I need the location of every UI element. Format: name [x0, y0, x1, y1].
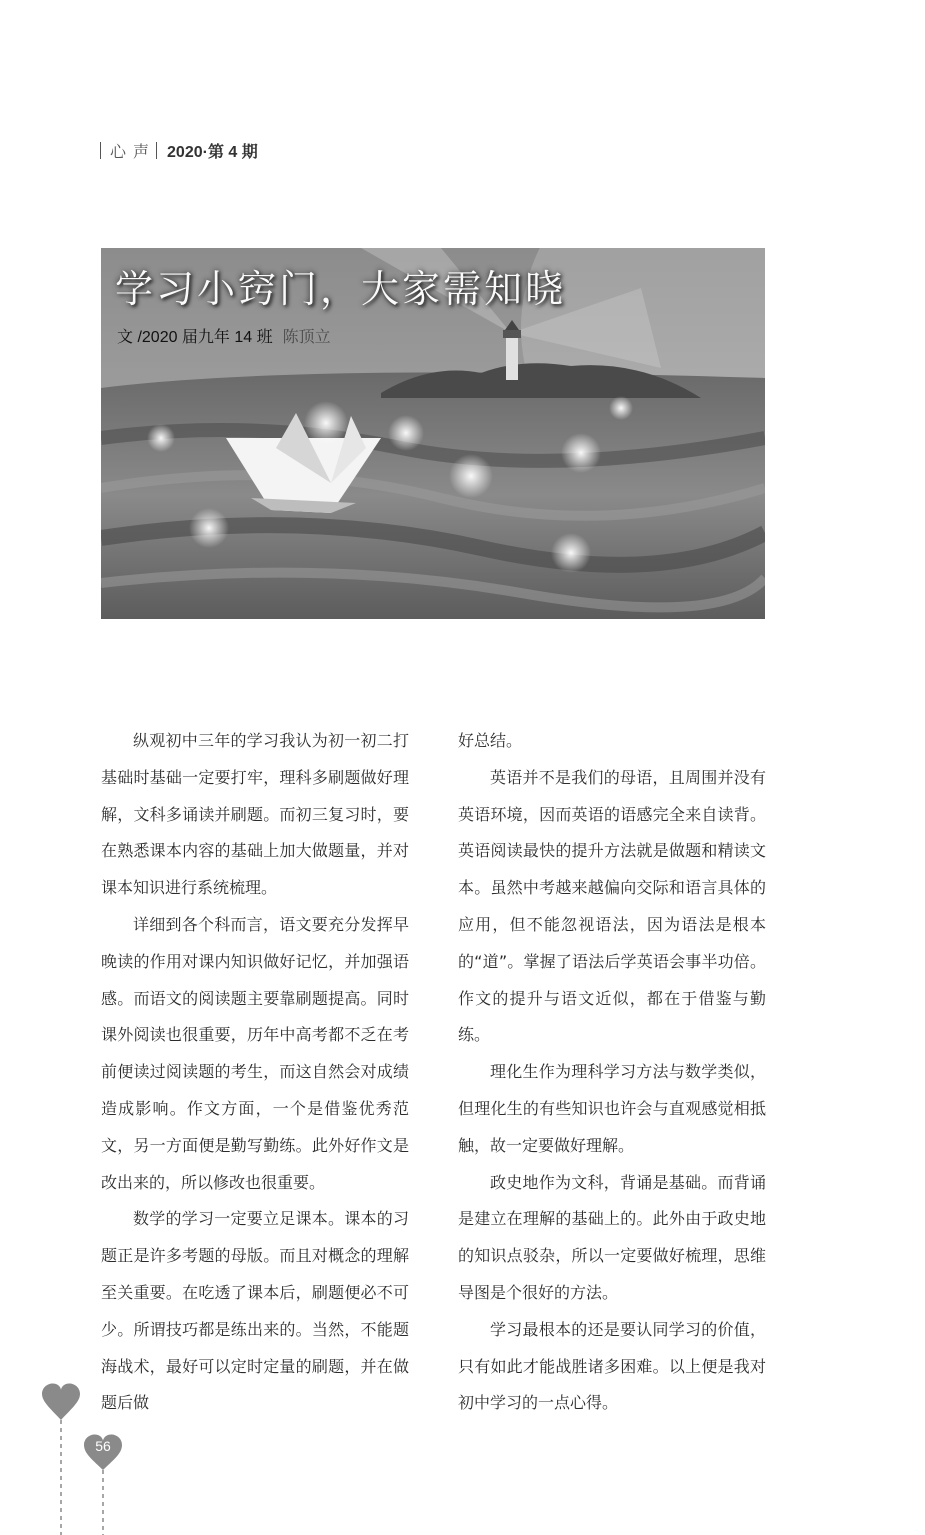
article-title: 学习小窍门，大家需知晓 [115, 267, 567, 311]
paragraph: 纵观初中三年的学习我认为初一初二打基础时基础一定要打牢，理科多刷题做好理解，文科多诵读并刷题。而初三复习时，要在熟悉课本内容的基础上加大做题量，并对课本知识进行系统梳理。 [101, 731, 409, 898]
header-issue: 2020·第 4 期 [167, 143, 258, 161]
paragraph: 政史地作为文科，背诵是基础。而背诵是建立在理解的基础上的。此外由于政史地的知识点驳杂，所以一定要做好梳理，思维导图是个很好的方法。 [458, 1172, 766, 1302]
body-column-right [458, 723, 766, 1422]
page-number: 56 [95, 1438, 111, 1454]
paragraph: 理化生作为理科学习方法与数学类似，但理化生的有些知识也许会与直观感觉相抵触，故一定要做好理解。 [458, 1062, 766, 1155]
article-byline [117, 324, 331, 347]
byline-author: 陈顶立 [282, 329, 331, 346]
heart-decoration [0, 1380, 140, 1535]
large-heart-icon [42, 1383, 80, 1420]
running-header [100, 139, 258, 161]
paragraph-continuation: 好总结。 [458, 731, 523, 750]
paragraph: 学习最根本的还是要认同学习的价值，只有如此才能战胜诸多困难。以上便是我对初中学习的一点心得。 [458, 1319, 766, 1413]
paragraph: 数学的学习一定要立足课本。课本的习题正是许多考题的母版。而且对概念的理解至关重要。在吃透了课本后，刷题便必不可少。所谓技巧都是练出来的。当然，不能题海战术，最好可以定时定量的刷题，并在做题后做 [101, 1209, 409, 1413]
body-column-left [101, 723, 409, 1422]
byline-prefix: 文 /2020 届九年 14 班 [117, 329, 273, 346]
paragraph: 详细到各个科而言，语文要充分发挥早晚读的作用对课内知识做好记忆，并加强语感。而语文的阅读题主要靠刷题提高。同时课外阅读也很重要，历年中高考都不乏在考前便读过阅读题的考生，而这自然会对成绩造成影响。作文方面，一个是借鉴优秀范文，另一方面便是勤写勤练。此外好作文是改出来的，所以修改也很重要。 [101, 914, 409, 1192]
header-section: 心声 [110, 141, 157, 161]
article-banner [101, 248, 765, 619]
paragraph: 英语并不是我们的母语，且周围并没有英语环境，因而英语的语感完全来自读背。英语阅读最快的提升方法就是做题和精读文本。虽然中考越来越偏向交际和语言具体的应用，但不能忽视语法，因为语法是根本的“道”。掌握了语法后学英语会事半功倍。作文的提升与语文近似，都在于借鉴与勤练。 [458, 767, 766, 1045]
